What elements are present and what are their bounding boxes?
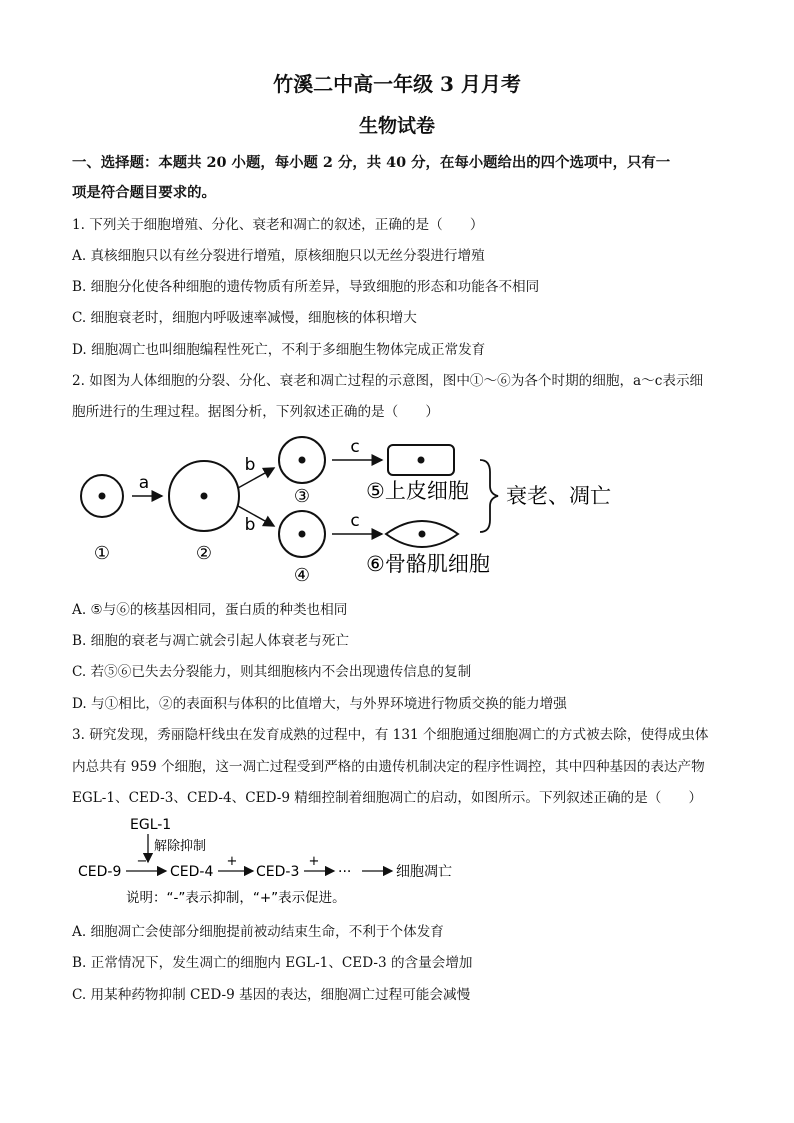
egl1-label: EGL-1 <box>130 817 172 833</box>
diagram-note: 说明：“-”表示抑制，“+”表示促进。 <box>126 890 346 906</box>
label-1: ① <box>93 543 111 564</box>
apoptosis-label: 细胞凋亡 <box>396 864 452 880</box>
cell-5-epithelial <box>388 445 454 475</box>
release-label: 解除抑制 <box>154 839 207 854</box>
arrow-c-top-label: c <box>350 437 360 457</box>
q2-option-c: C. 若⑤⑥已失去分裂能力，则其细胞核内不会出现遗传信息的复制 <box>72 664 472 680</box>
section-heading-cont: 项是符合题目要求的。 <box>72 184 216 201</box>
cell-1 <box>81 475 123 517</box>
q2-option-a: A. ⑤与⑥的核基因相同，蛋白质的种类也相同 <box>72 602 348 618</box>
cell-6-label: ⑥骨骼肌细胞 <box>366 552 490 576</box>
q2-option-b: B. 细胞的衰老与凋亡就会引起人体衰老与死亡 <box>72 633 349 649</box>
label-4: ④ <box>293 565 311 586</box>
dots-label: ··· <box>338 864 352 880</box>
arrow-a-label: a <box>138 473 150 493</box>
q3-option-a: A. 细胞凋亡会使部分细胞提前被动结束生命，不利于个体发育 <box>72 924 444 940</box>
arrow-b-bottom-label: b <box>244 515 256 535</box>
apoptosis-pathway-diagram <box>70 812 490 912</box>
brace <box>480 460 498 532</box>
exam-title: 竹溪二中高一年级 3 月月考 <box>273 72 521 96</box>
arrow-b-bottom <box>238 506 274 526</box>
minus-sign: − <box>136 854 148 869</box>
q1-option-c: C. 细胞衰老时，细胞内呼吸速率减慢，细胞核的体积增大 <box>72 310 417 326</box>
q1-option-b: B. 细胞分化使各种细胞的遗传物质有所差异，导致细胞的形态和功能各不相同 <box>72 279 540 295</box>
cell-2 <box>169 461 239 531</box>
label-3: ③ <box>293 486 311 507</box>
section-heading: 一、选择题：本题共 20 小题，每小题 2 分，共 40 分，在每小题给出的四个选项中，只有一 <box>72 154 671 171</box>
arrow-b-top <box>238 468 274 488</box>
fate-label: 衰老、凋亡 <box>506 484 611 508</box>
cell-4 <box>279 511 325 557</box>
q3-stem-cont2: EGL-1、CED-3、CED-4、CED-9 精细控制着细胞凋亡的启动，如图所示。下列叙述正确的是（ ） <box>72 790 703 806</box>
q2-option-d: D. 与①相比，②的表面积与体积的比值增大，与外界环境进行物质交换的能力增强 <box>72 696 567 712</box>
ced9-label: CED-9 <box>78 864 122 880</box>
label-2: ② <box>195 543 213 564</box>
arrow-b-top-label: b <box>244 455 256 475</box>
q3-option-c: C. 用某种药物抑制 CED-9 基因的表达，细胞凋亡过程可能会减慢 <box>72 987 471 1003</box>
q1-option-d: D. 细胞凋亡也叫细胞编程性死亡，不利于多细胞生物体完成正常发育 <box>72 342 486 358</box>
ced4-label: CED-4 <box>170 864 214 880</box>
cell-3 <box>279 437 325 483</box>
q1-stem: 1. 下列关于细胞增殖、分化、衰老和凋亡的叙述，正确的是（ ） <box>72 217 484 233</box>
arrow-c-bottom-label: c <box>350 511 360 531</box>
plus-sign-1: + <box>226 854 238 869</box>
q1-option-a: A. 真核细胞只以有丝分裂进行增殖，原核细胞只以无丝分裂进行增殖 <box>72 248 485 264</box>
exam-subtitle: 生物试卷 <box>358 115 435 137</box>
plus-sign-2: + <box>308 854 320 869</box>
cell-process-diagram <box>70 430 630 590</box>
cell-6-muscle <box>386 521 458 547</box>
q2-stem-cont: 胞所进行的生理过程。据图分析，下列叙述正确的是（ ） <box>72 404 440 420</box>
q3-stem-cont1: 内总共有 959 个细胞，这一凋亡过程受到严格的由遗传机制决定的程序性调控，其中四种基因的表达产物 <box>72 759 705 775</box>
q3-option-b: B. 正常情况下，发生凋亡的细胞内 EGL-1、CED-3 的含量会增加 <box>72 955 473 971</box>
q3-stem: 3. 研究发现，秀丽隐杆线虫在发育成熟的过程中，有 131 个细胞通过细胞凋亡的方式被去除，使得成虫体 <box>72 727 709 743</box>
q2-stem: 2. 如图为人体细胞的分裂、分化、衰老和凋亡过程的示意图，图中①～⑥为各个时期的细胞，a～c表示细 <box>72 373 704 389</box>
cell-5-label: ⑤上皮细胞 <box>366 479 469 503</box>
ced3-label: CED-3 <box>256 864 300 880</box>
